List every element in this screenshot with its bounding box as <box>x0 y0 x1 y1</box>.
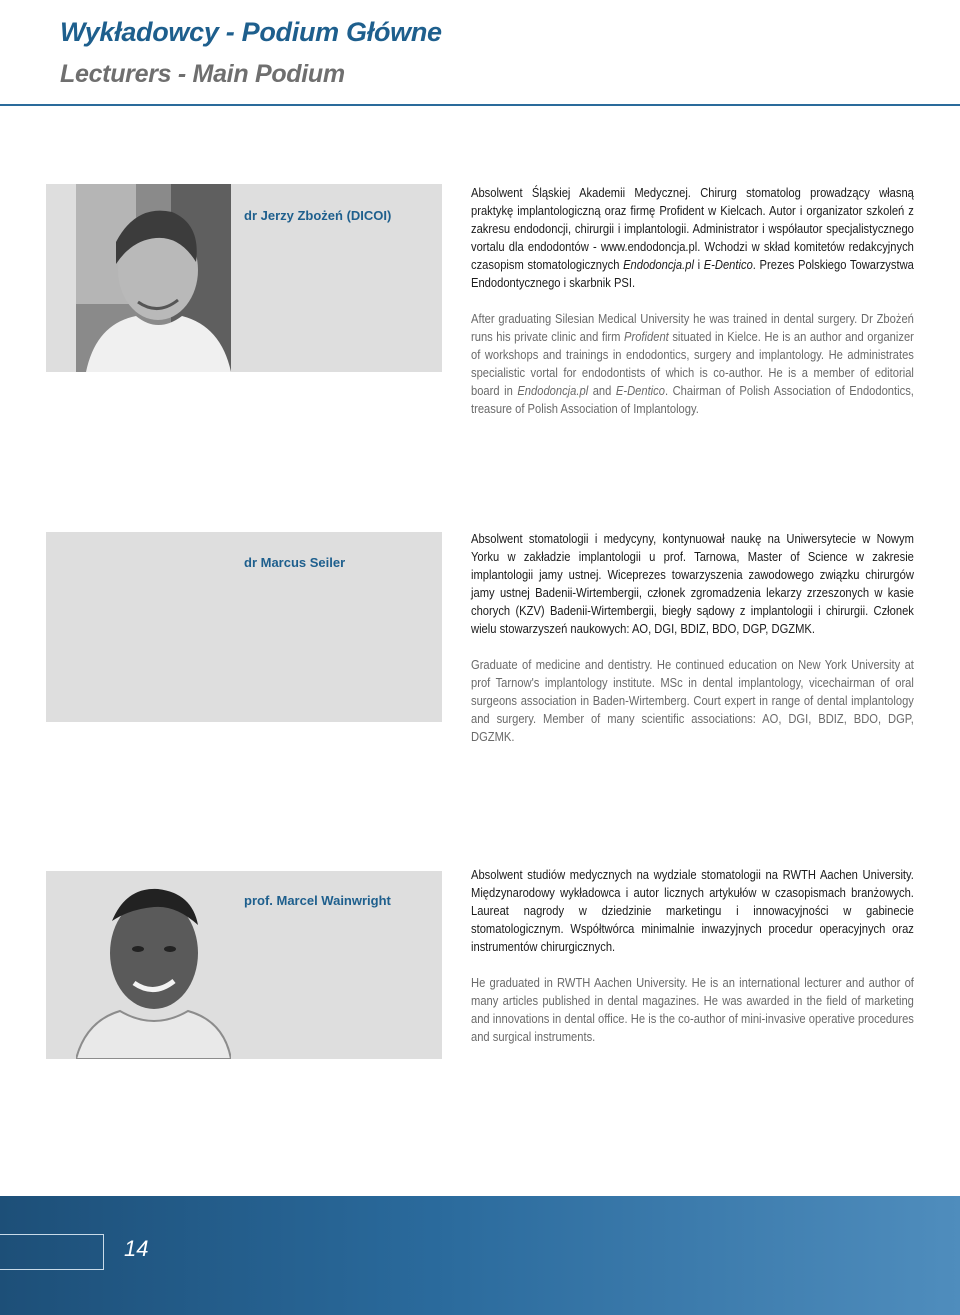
header-divider <box>0 104 960 106</box>
lecturer-name: dr Marcus Seiler <box>244 555 346 570</box>
lecturer-card <box>46 532 442 722</box>
lecturer-card <box>46 184 442 372</box>
bio-polish: Absolwent stomatologii i medycyny, kontynuował naukę na Uniwersytecie w Nowym Yorku w zakładzie implantologii u prof. Tarnowa, Master of Science w zakresie implantologii jamy ustnej. Wiceprezes towarzyszenia zawodowego związku chirurgów jamy ustnej Badenii-Wirtembergii, członek zgromadzenia lekarzy zrzeszonych w kasie chorych (KZV) Badenii-Wirtembergii, biegły sądowy z implantologii i chirurgii. Członek wielu stowarzyszeń naukowych: AO, DGI, BDIZ, BDO, DGP, DGZMK. <box>471 531 914 636</box>
lecturer-name: dr Jerzy Zbożeń (DICOI) <box>244 208 392 223</box>
lecturer-card <box>46 871 442 1059</box>
footer-frame <box>0 1234 104 1270</box>
bio-english: After graduating Silesian Medical University he was trained in dental surgery. Dr Zbożeń runs his private clinic and firm Profident situated in Kielce. He is an author and organizer of workshops and trainings in endodontics, surgery and implantology. He administrates specialistic vortal for endodontists of which is co-author. He is a member of editorial board in Endodoncja.pl and E-Dentico. Chairman of Polish Association of Endodontics, treasure of Polish Association of Implantology. <box>471 311 914 416</box>
bio-english: He graduated in RWTH Aachen University. He is an international lecturer and author of many articles published in dental magazines. He was awarded in the field of marketing and innovations in dental office. He is the co-author of mini-invasive operative procedures and surgical instruments. <box>471 975 914 1044</box>
lecturer-bio <box>471 530 914 746</box>
bio-polish: Absolwent studiów medycznych na wydziale stomatologii na RWTH Aachen University. Międzynarodowy wykładowca i autor licznych artykułów w czasopismach branżowych. Laureat nagrody w dziedzinie marketingu i innowacyjności w gabinecie stomatologicznym. Współtwórca minimalnie inwazyjnych procedur operacyjnych oraz instrumentów chirurgicznych. <box>471 867 914 954</box>
lecturer-name: prof. Marcel Wainwright <box>244 893 391 908</box>
page-title-polish: Wykładowcy - Podium Główne <box>60 17 442 47</box>
page-header <box>0 0 960 106</box>
bio-english: Graduate of medicine and dentistry. He continued education on New York University at prof Tarnow's implantology institute. MSc in dental implantology, vicechairman of oral surgeons association in Baden-Wirtemberg. Court expert in range of dental implantology and surgery. Member of many scientific associations: AO, DGI, BDIZ, BDO, DGP, DGZMK. <box>471 657 914 744</box>
bio-polish: Absolwent Śląskiej Akademii Medycznej. Chirurg stomatolog prowadzący własną praktykę implantologiczną oraz firmę Profident w Kielcach. Autor i organizator szkoleń z zakresu endodoncji, chirurgii i implantologii. Administrator i współautor specjalistycznego vortalu dla endodontów - www.endodoncja.pl. Wchodzi w skład komitetów redakcyjnych czasopism stomatologicznych Endodoncja.pl i E-Dentico. Prezes Polskiego Towarzystwa Endodontycznego i skarbnik PSI. <box>471 185 914 290</box>
lecturer-photo <box>76 871 231 1059</box>
lecturer-photo <box>76 184 231 372</box>
page-number: 14 <box>124 1236 149 1261</box>
page-footer <box>0 1196 960 1315</box>
lecturer-bio <box>471 866 914 1046</box>
page-title-english: Lecturers - Main Podium <box>60 60 345 88</box>
lecturer-bio <box>471 184 914 418</box>
